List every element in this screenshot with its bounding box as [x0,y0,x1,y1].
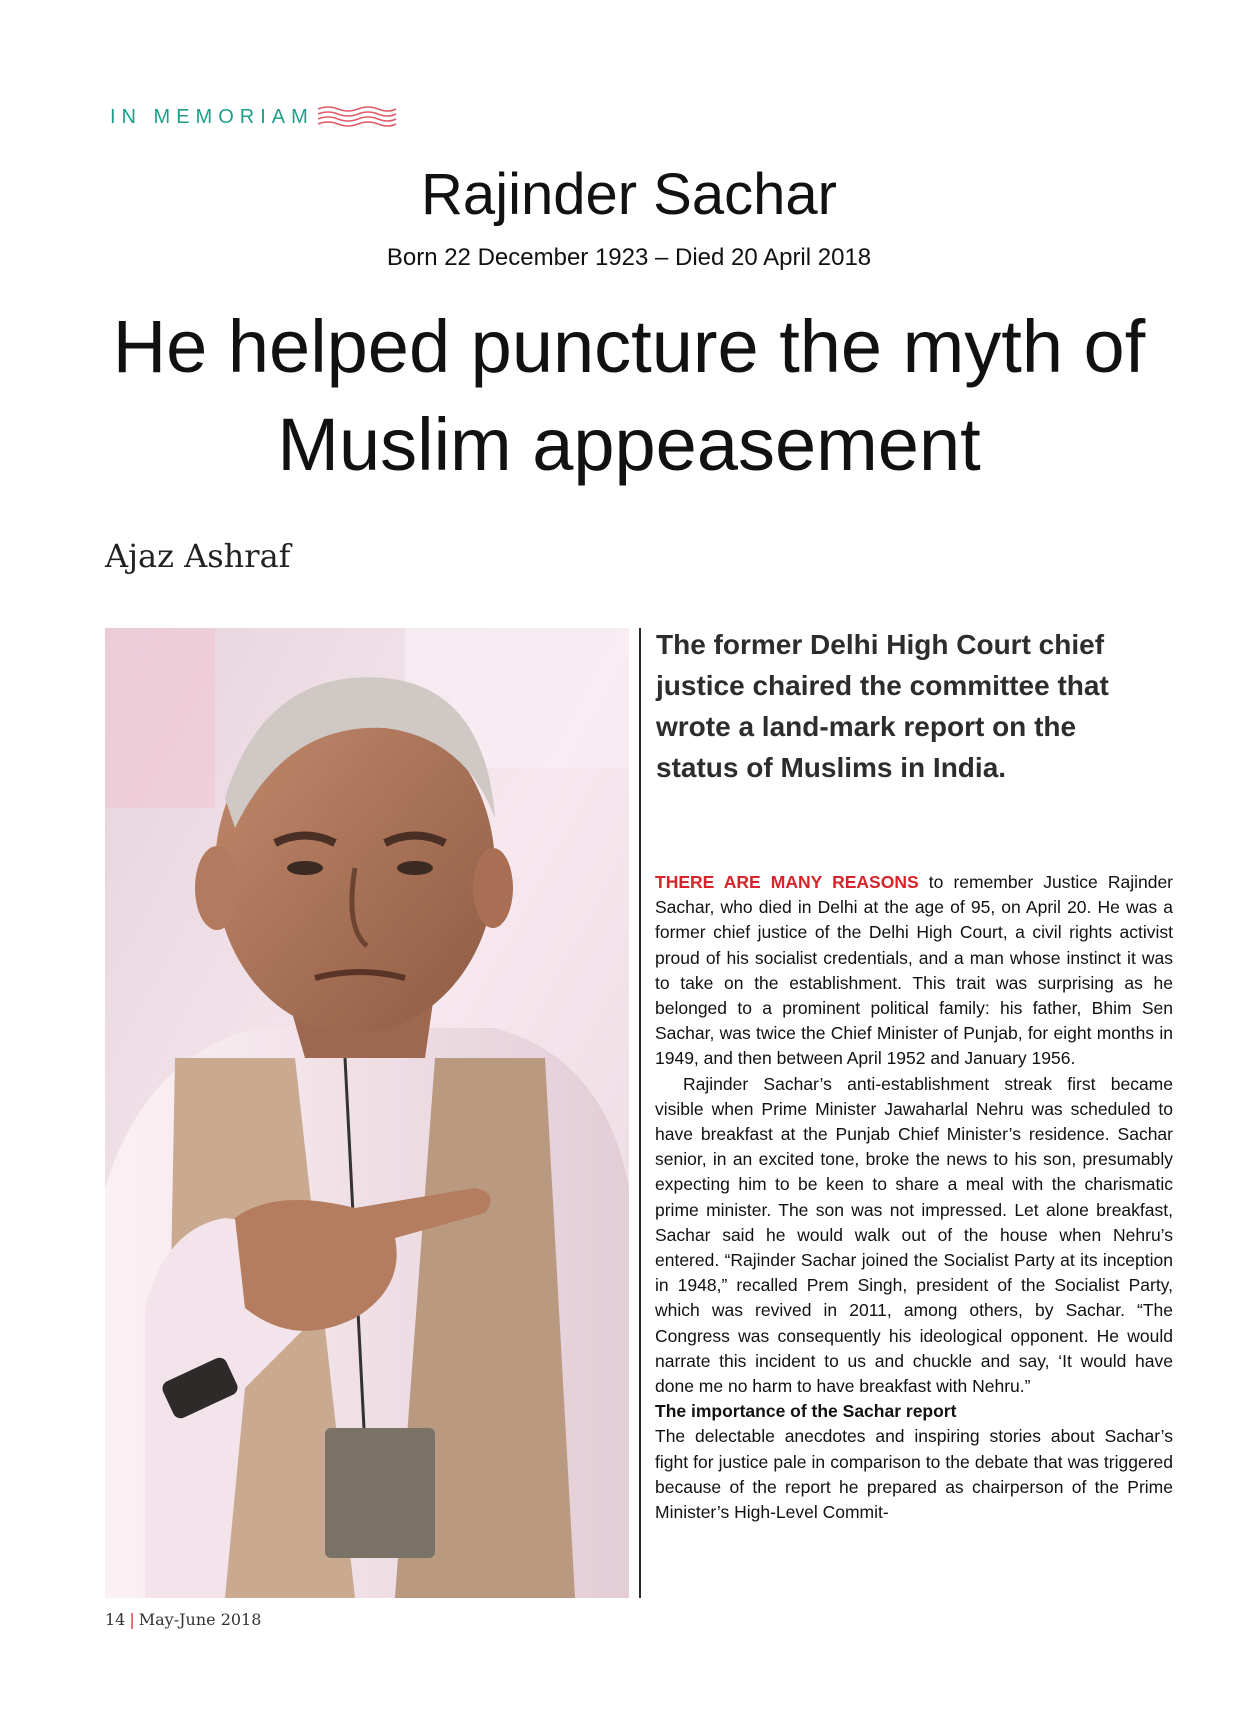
footer-separator: | [129,1610,135,1629]
headline: He helped puncture the myth of Muslim appeasement [112,305,1146,486]
page-footer [105,1610,261,1629]
portrait-photo [105,628,629,1598]
paragraph-1-text: to remember Justice Rajinder Sachar, who died in Delhi at the age of 95, on April 20. He was a former chief justice of the Delhi High Court, a civil rights activist proud of his socialist credentials, and a man whose instinct it was to take on the establishment. This trait was surprising as he belonged to a prominent political family: his father, Bhim Sen Sachar, was twice the Chief Minister of Punjab, for eight months in 1949, and then between April 1952 and January 1956. [655,872,1174,1069]
article-deck: The former Delhi High Court chief justice chaired the committee that wrote a land-mark report on the status of Muslims in India. [656,629,1109,783]
subhead: The importance of the Sachar report [655,1401,957,1422]
author-byline: Ajaz Ashraf [105,537,291,575]
paragraph-1 [655,870,1173,1072]
lifespan: Born 22 December 1923 – Died 20 April 2018 [386,244,872,271]
paragraph-3: The delectable anecdotes and inspiring stories about Sachar’s fight for justice pale in comparison to the debate that was triggered because of the report he prepared as chairperson of the Prime Minister’s High-Level Commit- [655,1426,1173,1523]
page-number: 14 [105,1610,126,1629]
article-body [655,870,1173,1525]
person-name: Rajinder Sachar [421,162,837,227]
wavy-lines-icon [316,104,398,130]
issue-date: May-June 2018 [138,1610,262,1629]
section-label [110,104,398,130]
section-label-text: IN MEMORIAM [110,105,314,128]
portrait-illustration [105,628,629,1598]
paragraph-2: Rajinder Sachar’s anti-establishment streak first became visible when Prime Minister Jawaharlal Nehru was scheduled to have breakfast at the Punjab Chief Minister’s residence. Sachar senior, in an excited tone, broke the news to his son, presumably expecting him to be keen to share a meal with the charismatic prime minister. The son was not impressed. Let alone breakfast, Sachar said he would walk out of the house when Nehru’s entered. “Rajinder Sachar joined the Socialist Party at its inception in 1948,” recalled Prem Singh, president of the Socialist Party, which was revived in 2011, among others, by Sachar. “The Congress was consequently his ideological opponent. He would narrate this incident to us and chuckle and say, ‘It would have done me no harm to have breakfast with Nehru.” [655,1073,1173,1397]
column-divider [639,628,641,1598]
lead-in: THERE ARE MANY REASONS [655,872,919,892]
